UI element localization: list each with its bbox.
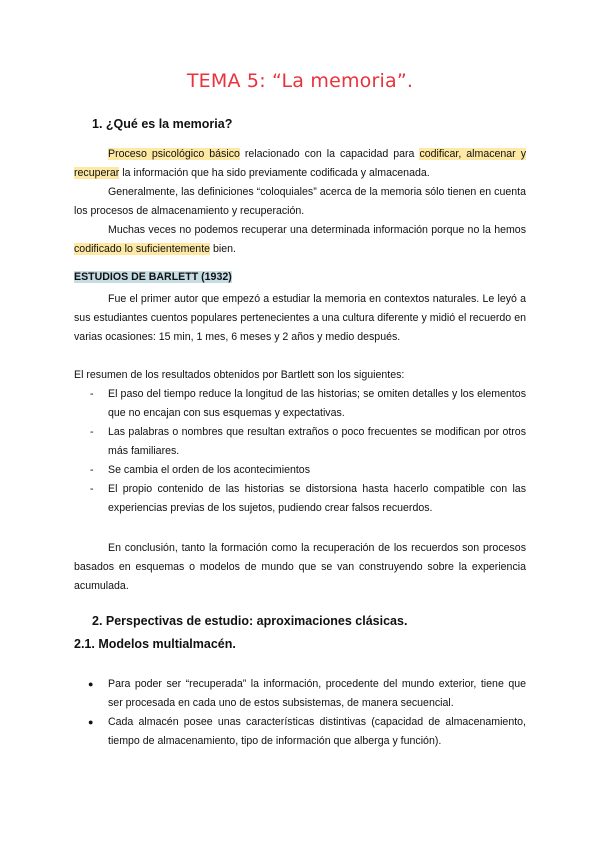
list-item-text: El propio contenido de las historias se distorsiona hasta hacerlo compatible con las experiencias previas de los sujetos, pudiendo crear falsos recuerdos.: [108, 483, 526, 514]
section-2-1-heading: 2.1. Modelos multialmacén.: [74, 637, 236, 651]
section-2-heading: 2. Perspectivas de estudio: aproximaciones clásicas.: [92, 614, 408, 628]
list-item-text: Se cambia el orden de los acontecimientos: [108, 464, 310, 476]
dash-marker: -: [90, 426, 94, 438]
list-item: [74, 423, 526, 461]
barlett-label-row: [74, 268, 526, 287]
dash-marker: -: [90, 464, 94, 476]
dash-marker: -: [90, 483, 94, 495]
bullet-marker: ●: [88, 717, 94, 727]
list-item-text: Las palabras o nombres que resultan extraños o poco frecuentes se modifican por otros más familiares.: [108, 426, 526, 457]
paragraph-muchas-veces: [74, 221, 526, 259]
list-item-text: El paso del tiempo reduce la longitud de las historias; se omiten detalles y los elementos que no encajan con sus esquemas y expectativas.: [108, 388, 526, 419]
list-item-text: Cada almacén posee unas características distintivas (capacidad de almacenamiento, tiempo de almacenamiento, tipo de información que alberga y función).: [108, 716, 526, 747]
paragraph-results-intro: El resumen de los resultados obtenidos por Bartlett son los siguientes:: [74, 369, 405, 381]
section-1-heading: 1. ¿Qué es la memoria?: [92, 117, 233, 131]
highlight-codificar: codificar, almacenar y recuperar: [74, 148, 527, 179]
list-item: [74, 713, 526, 751]
dash-marker: -: [90, 388, 94, 400]
text-span: bien.: [210, 243, 236, 255]
paragraph-definition: [74, 145, 526, 183]
list-item: [74, 461, 526, 480]
text-span: la información que ha sido previamente codificada y almacenada.: [119, 167, 430, 179]
paragraph-coloquiales: Generalmente, las definiciones “coloquiales” acerca de la memoria sólo tienen en cuenta los procesos de almacenamiento y recuperación.: [74, 186, 526, 217]
highlight-codificado: codificado lo suficientemente: [74, 243, 211, 255]
results-list: [74, 385, 526, 518]
bullet-marker: ●: [88, 679, 94, 689]
list-item: [74, 385, 526, 423]
barlett-section-label: ESTUDIOS DE BARLETT (1932): [74, 271, 232, 283]
page-title: TEMA 5: “La memoria”.: [186, 70, 414, 92]
paragraph-barlett-intro: Fue el primer autor que empezó a estudiar la memoria en contextos naturales. Le leyó a sus estudiantes cuentos populares pertenecientes a una cultura diferente y midió el recuerdo en varias ocasiones: 15 min, 1 mes, 6 meses y 2 años y medio después.: [74, 293, 526, 343]
list-item-text: Para poder ser “recuperada” la información, procedente del mundo exterior, tiene que ser procesada en cada uno de estos subsistemas, de manera secuencial.: [108, 678, 526, 709]
list-item: [74, 675, 526, 713]
text-span: Muchas veces no podemos recuperar una determinada información porque no la hemos: [108, 224, 526, 236]
highlight-proceso: Proceso psicológico básico: [108, 148, 240, 160]
multialmacen-list: [74, 675, 526, 751]
paragraph-conclusion: En conclusión, tanto la formación como la recuperación de los recuerdos son procesos basados en esquemas o modelos de mundo que se van construyendo sobre la experiencia acumulada.: [74, 542, 526, 592]
list-item: [74, 480, 526, 518]
text-span: relacionado con la capacidad para: [239, 148, 420, 160]
